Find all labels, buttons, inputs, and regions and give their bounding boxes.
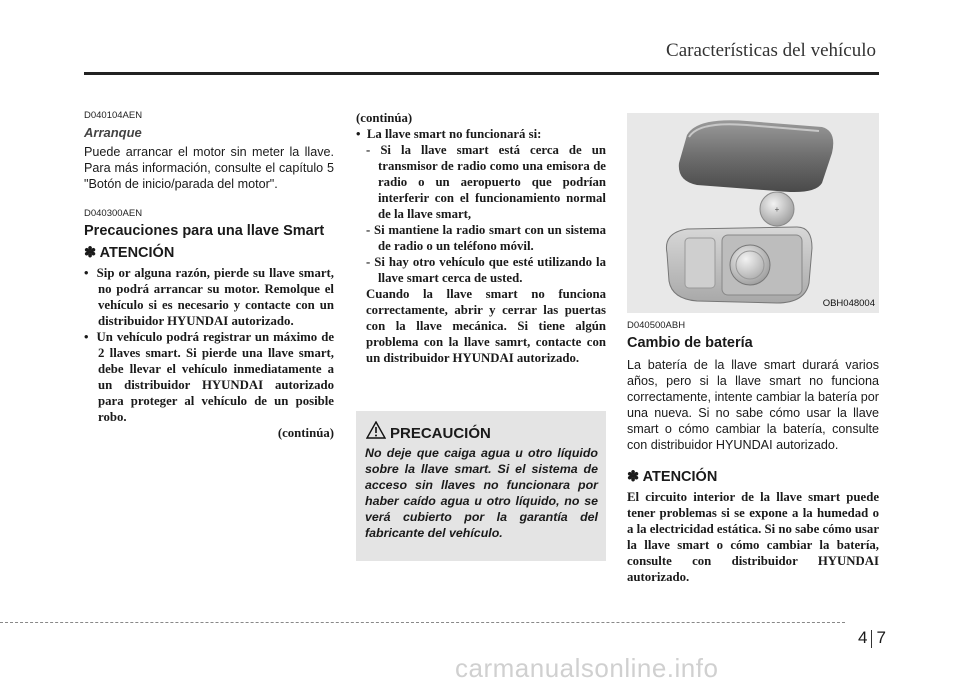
svg-text:+: + [774,205,780,214]
list-item: • La llave smart no funcionará si: [356,126,606,142]
warning-triangle-icon [366,421,386,439]
arranque-paragraph: Puede arrancar el motor sin meter la llave. Para más información, consulte el capítulo 5 "Botón de inicio/parada del motor". [84,145,334,191]
page-number-value: 7 [876,628,886,647]
footer-divider [0,622,845,623]
smart-key-illustration [627,113,879,313]
watermark: carmanualsonline.info [455,653,719,683]
caution-text: No deje que caiga agua u otro líquido sobre la llave smart. Si el sistema de acceso sin llaves no funcionara por haber caído agua u otro líquido, no se verá cubierto por la garantía del fabricante del vehículo. [365,446,598,540]
column-1 [84,110,334,441]
smart-key-battery-photo [627,113,879,313]
chapter-number: 4 [858,628,868,647]
list-item: • Un vehículo podrá registrar un máximo de 2 llaves smart. Si pierde una llave smart, debe llevar el vehículo inmediatamente a un distribuidor HYUNDAI autorizado para proteger al vehículo de un posible robo. [84,329,334,425]
page-header-title: Características del vehículo [666,40,876,61]
caution-box [356,411,606,561]
page-number [858,628,886,648]
list-item: • Sip or alguna razón, pierde su llave smart, no podrá arrancar su motor. Remolque el vehículo si es necesario y contacte con un distribuidor HYUNDAI autorizado. [84,265,334,329]
atencion-heading: ✽ ATENCIÓN [627,469,718,485]
section-title-cambio-bateria: Cambio de batería [627,335,753,351]
smart-key-conditions [356,142,606,286]
section-title-precauciones: Precauciones para una llave Smart [84,223,325,239]
continua-label: (continúa) [277,426,334,440]
list-item: - Si hay otro vehículo que esté utilizando la llave smart cerca de usted. [356,254,606,286]
atencion-heading: ✽ ATENCIÓN [84,245,175,261]
mechanical-key-paragraph: Cuando la llave smart no funciona correctamente, abrir y cerrar las puertas con la llave mecánica. Si tiene algún problema con la llave samrt, contacte con un distribuidor HYUNDAI autorizado. [366,287,606,365]
caution-title: PRECAUCIÓN [390,425,491,442]
battery-paragraph: La batería de la llave smart durará varios años, pero si la llave smart no funciona correctamente, intente cambiar la batería por una nueva. Si no sabe cómo usar la llave smart o cómo cambiar la batería, consulte con distribuidor HYUNDAI autorizado. [627,358,879,452]
section-code: D040300AEN [84,208,143,219]
list-item: - Si la llave smart está cerca de un transmisor de radio como una emisora de radio o un aeropuerto que podrían interferir con el funcionamiento normal de la llave smart, [356,142,606,222]
header-rule [84,72,879,75]
section-code: D040500ABH [627,320,686,331]
atencion-list [84,265,334,425]
list-item: - Si mantiene la radio smart con un sistema de radio o un teléfono móvil. [356,222,606,254]
atencion-text: El circuito interior de la llave smart puede tener problemas si se expone a la humedad o a la electricidad estática. Si no sabe cómo usar la llave smart o cómo cambiar la batería, consulte con distribuidor HYUNDAI autorizado. [627,490,879,584]
column-2 [356,110,606,366]
column-3 [627,320,879,585]
subhead-arranque: Arranque [84,125,142,140]
smart-key-list [356,126,606,142]
page-number-separator [871,630,872,648]
photo-label: OBH048004 [822,298,875,309]
section-code: D040104AEN [84,110,143,121]
continua-label: (continúa) [356,111,413,125]
